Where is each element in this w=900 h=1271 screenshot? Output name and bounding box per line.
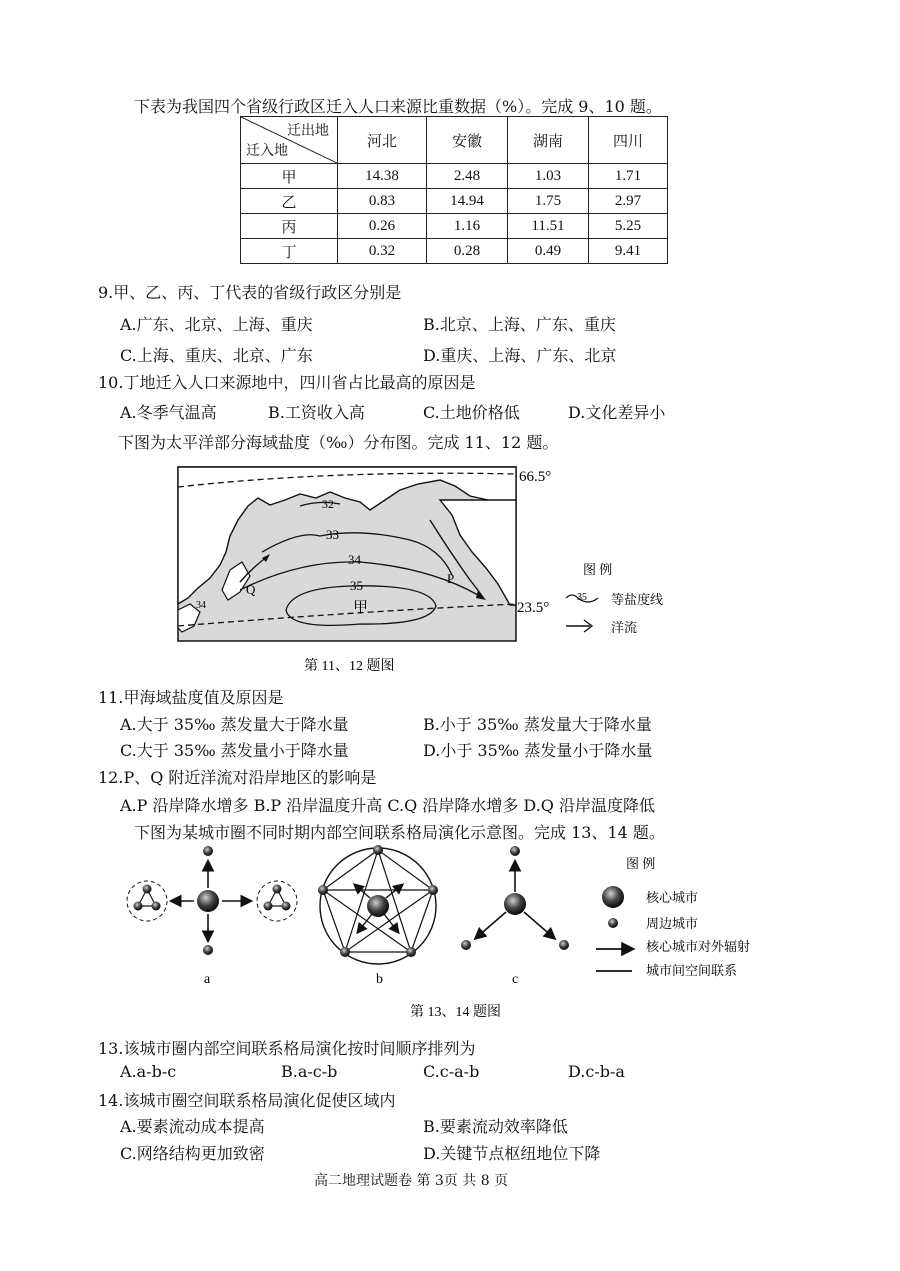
core-city-c (504, 893, 526, 915)
legend-isoline-label: 等盐度线 (611, 592, 664, 607)
legend-iso-value: 35 (577, 592, 587, 603)
table-cell: 9.41 (589, 239, 668, 264)
network-legend-title: 图 例 (626, 856, 656, 871)
q10-option-b[interactable]: B.工资收入高 (268, 403, 365, 422)
sea-jia-label: 甲 (353, 600, 369, 616)
table-cell: 11.51 (508, 214, 589, 239)
q12-stem: 12.P、Q 附近洋流对沿岸地区的影响是 (98, 768, 377, 787)
page-footer: 高二地理试题卷 第 3页 共 8 页 (314, 1173, 509, 1189)
q-label: Q (246, 582, 256, 597)
column-header: 四川 (589, 117, 668, 164)
table-cell: 14.38 (338, 164, 427, 189)
q13-option-c[interactable]: C.c-a-b (423, 1062, 480, 1081)
diagram-c-label: c (512, 972, 519, 987)
diagram-a-label: a (204, 972, 211, 987)
core-city-b (367, 895, 389, 917)
q9-option-a[interactable]: A.广东、北京、上海、重庆 (120, 315, 313, 334)
legend-link-label: 城市间空间联系 (646, 963, 738, 978)
diagram-b (318, 845, 438, 964)
legend-periph-city-icon (608, 918, 618, 928)
table-cell: 5.25 (589, 214, 668, 239)
q9-option-b[interactable]: B.北京、上海、广东、重庆 (423, 315, 616, 334)
q11-option-b[interactable]: B.小于 35‰ 蒸发量大于降水量 (423, 715, 652, 734)
p-label: P (447, 571, 455, 586)
lat-top-label: 66.5° (519, 469, 552, 485)
periph-city-a (203, 846, 213, 856)
table-cell: 0.26 (338, 214, 427, 239)
row-label: 丙 (241, 214, 338, 239)
q13-option-a[interactable]: A.a-b-c (120, 1062, 177, 1081)
small-isoline-label: 34 (196, 600, 206, 611)
q10-option-d[interactable]: D.文化差异小 (568, 403, 666, 422)
table-cell: 1.75 (508, 189, 589, 214)
q14-option-c[interactable]: C.网络结构更加致密 (120, 1144, 265, 1163)
table-cell: 2.48 (427, 164, 508, 189)
isoline-35-label: 35 (350, 578, 363, 593)
intro-13-14: 下图为某城市圈不同时期内部空间联系格局演化示意图。完成 13、14 题。 (134, 823, 665, 842)
q14-option-d[interactable]: D.关键节点枢纽地位下降 (423, 1144, 601, 1163)
column-header: 河北 (338, 117, 427, 164)
row-label: 丁 (241, 239, 338, 264)
table-cell: 0.49 (508, 239, 589, 264)
lat-bottom-label: 23.5° (517, 600, 550, 616)
table-cell: 1.03 (508, 164, 589, 189)
q14-option-b[interactable]: B.要素流动效率降低 (423, 1117, 568, 1136)
q10-option-c[interactable]: C.土地价格低 (423, 403, 520, 422)
diagram-c (461, 846, 569, 950)
isoline-33-label: 33 (326, 527, 339, 542)
periph-city-a (203, 945, 213, 955)
table-cell: 1.71 (589, 164, 668, 189)
table-cell: 0.83 (338, 189, 427, 214)
column-header: 安徽 (427, 117, 508, 164)
legend-current-label: 洋流 (611, 620, 638, 635)
q9-option-c[interactable]: C.上海、重庆、北京、广东 (120, 346, 313, 365)
row-label: 乙 (241, 189, 338, 214)
network-caption: 第 13、14 题图 (410, 1005, 501, 1020)
q11-option-d[interactable]: D.小于 35‰ 蒸发量小于降水量 (423, 741, 653, 760)
corner-top-label: 迁出地 (287, 124, 329, 139)
core-city-a (197, 890, 219, 912)
row-label: 甲 (241, 164, 338, 189)
intro-9-10: 下表为我国四个省级行政区迁入人口来源比重数据（%）。完成 9、10 题。 (134, 97, 662, 116)
diagram-a (127, 846, 297, 955)
q11-option-a[interactable]: A.大于 35‰ 蒸发量大于降水量 (120, 715, 349, 734)
legend-radiate-label: 核心城市对外辐射 (646, 939, 751, 954)
q9-option-d[interactable]: D.重庆、上海、广东、北京 (423, 346, 617, 365)
table-cell: 1.16 (427, 214, 508, 239)
corner-bottom-label: 迁入地 (246, 144, 288, 159)
legend-core-city-icon (602, 886, 624, 908)
isoline-34-label: 34 (348, 552, 361, 567)
q11-option-c[interactable]: C.大于 35‰ 蒸发量小于降水量 (120, 741, 349, 760)
isoline-32-label: 32 (322, 497, 334, 511)
q10-option-a[interactable]: A.冬季气温高 (120, 403, 217, 422)
map-caption: 第 11、12 题图 (304, 659, 395, 674)
q12-options[interactable]: A.P 沿岸降水增多 B.P 沿岸温度升高 C.Q 沿岸降水增多 D.Q 沿岸温度降低 (120, 796, 655, 815)
table-cell: 0.32 (338, 239, 427, 264)
diagram-b-label: b (376, 972, 383, 987)
q13-stem: 13.该城市圈内部空间联系格局演化按时间顺序排列为 (98, 1039, 476, 1058)
column-header: 湖南 (508, 117, 589, 164)
table-cell: 14.94 (427, 189, 508, 214)
table-cell: 2.97 (589, 189, 668, 214)
q14-stem: 14.该城市圈空间联系格局演化促使区域内 (98, 1091, 396, 1110)
q13-option-d[interactable]: D.c-b-a (568, 1062, 625, 1081)
q9-stem: 9.甲、乙、丙、丁代表的省级行政区分别是 (98, 283, 402, 302)
q13-option-b[interactable]: B.a-c-b (281, 1062, 338, 1081)
q14-option-a[interactable]: A.要素流动成本提高 (120, 1117, 265, 1136)
q10-stem: 10.丁地迁入人口来源地中，四川省占比最高的原因是 (98, 373, 476, 392)
table-cell: 0.28 (427, 239, 508, 264)
q11-stem: 11.甲海域盐度值及原因是 (98, 688, 284, 707)
legend-core-label: 核心城市 (646, 890, 699, 905)
legend-periph-label: 周边城市 (646, 916, 699, 931)
intro-11-12: 下图为太平洋部分海域盐度（‰）分布图。完成 11、12 题。 (118, 433, 559, 452)
map-legend-title: 图 例 (583, 562, 613, 577)
